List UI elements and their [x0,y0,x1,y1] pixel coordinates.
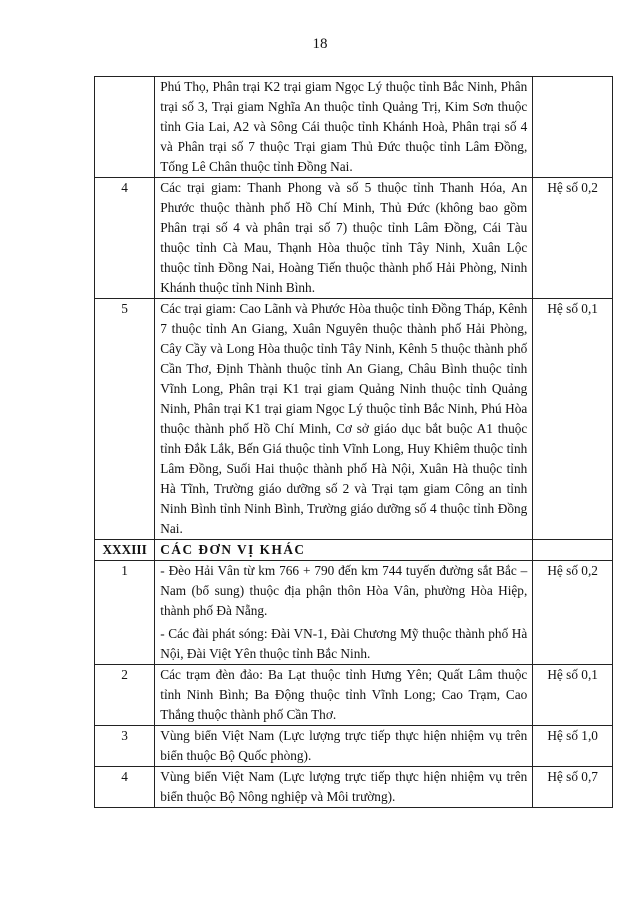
row-coefficient: Hệ số 0,1 [533,299,613,540]
table-row [95,77,613,178]
row-coefficient: Hệ số 0,7 [533,767,613,808]
section-coefficient-empty [533,540,613,561]
section-header-row [95,540,613,561]
row-paragraph: Các trạm đèn đảo: Ba Lạt thuộc tỉnh Hưng Yên; Quất Lâm thuộc tỉnh Ninh Bình; Ba Động thuộc tỉnh Vĩnh Long; Cao Trạm, Cao Thắng thuộc thành phố Cần Thơ. [160,667,528,722]
row-paragraph: - Đèo Hải Vân từ km 766 + 790 đến km 744 tuyến đường sắt Bắc – Nam (bổ sung) thuộc địa phận thôn Hòa Vân, phường Hòa Hiệp, thành phố Đà Nẵng. [160,563,528,618]
row-number: 4 [95,178,155,299]
row-content [155,77,533,178]
row-paragraph: Phú Thọ, Phân trại K2 trại giam Ngọc Lý thuộc tỉnh Bắc Ninh, Phân trại số 3, Trại giam Nghĩa An thuộc tỉnh Quảng Trị, Kim Sơn thuộc tỉnh Gia Lai, A2 và Sông Cái thuộc tỉnh Khánh Hoà, Phân trại số 4 và Phân trại số 7 thuộc Trại giam Thủ Đức thuộc tỉnh Lâm Đồng, Tống Lê Chân thuộc tỉnh Đồng Nai. [160,79,528,174]
row-coefficient [533,77,613,178]
row-number: 3 [95,726,155,767]
page-number: 18 [312,36,328,52]
section-number: XXXIII [95,540,155,561]
row-content [155,299,533,540]
table-row [95,299,613,540]
table-row [95,178,613,299]
table-row [95,665,613,726]
row-coefficient: Hệ số 1,0 [533,726,613,767]
table-row [95,561,613,665]
row-coefficient: Hệ số 0,2 [533,178,613,299]
row-coefficient: Hệ số 0,1 [533,665,613,726]
row-paragraph: Vùng biển Việt Nam (Lực lượng trực tiếp thực hiện nhiệm vụ trên biển thuộc Bộ Nông nghiệp và Môi trường). [160,769,528,804]
row-number: 5 [95,299,155,540]
row-paragraph: Vùng biển Việt Nam (Lực lượng trực tiếp thực hiện nhiệm vụ trên biển thuộc Bộ Quốc phòng). [160,728,528,763]
row-content [155,178,533,299]
row-content [155,726,533,767]
allowance-table [94,76,613,808]
table-row [95,726,613,767]
row-content [155,767,533,808]
row-paragraph: Các trại giam: Cao Lãnh và Phước Hòa thuộc tỉnh Đồng Tháp, Kênh 7 thuộc tỉnh An Giang, Xuân Nguyên thuộc thành phố Hải Phòng, Cây Cầy và Long Hòa thuộc tỉnh Tây Ninh, Kênh 5 thuộc thành phố Cần Thơ, Định Thành thuộc tỉnh An Giang, Châu Bình thuộc tỉnh Vĩnh Long, Phân trại K1 trại giam Quảng Ninh thuộc tỉnh Quảng Ninh, Phân trại K1 trại giam Ngọc Lý thuộc tỉnh Bắc Ninh, Phú Hòa thuộc thành phố Hồ Chí Minh, Cơ sở giáo dục bắt buộc A1 thuộc tỉnh Đắk Lắk, Bến Giá thuộc tỉnh Vĩnh Long, Huy Khiêm thuộc tỉnh Lâm Đồng, Suối Hai thuộc thành phố Hà Nội, Xuân Hà thuộc tỉnh Hà Tĩnh, Trường giáo dưỡng số 2 và Trại tạm giam Công an tỉnh Ninh Bình tỉnh Ninh Bình, Trường giáo dưỡng số 4 thuộc tỉnh Đồng Nai. [160,301,528,536]
section-title: CÁC ĐƠN VỊ KHÁC [155,540,533,561]
row-coefficient: Hệ số 0,2 [533,561,613,665]
row-content [155,665,533,726]
row-number: 1 [95,561,155,665]
row-number: 4 [95,767,155,808]
row-paragraph: Các trại giam: Thanh Phong và số 5 thuộc tỉnh Thanh Hóa, An Phước thuộc thành phố Hồ Chí Minh, Thủ Đức (không bao gồm Phân trại số 4 và phân trại số 7) thuộc tỉnh Lâm Đồng, Cái Tàu thuộc tỉnh Cà Mau, Thạnh Hòa thuộc tỉnh Tây Ninh, Xuân Lộc thuộc tỉnh Đồng Nai, Hoàng Tiến thuộc thành phố Hải Phòng, Ninh Khánh thuộc tỉnh Ninh Bình. [160,180,528,295]
table-row [95,767,613,808]
row-content [155,561,533,665]
row-number: 2 [95,665,155,726]
row-paragraph: - Các đài phát sóng: Đài VN-1, Đài Chương Mỹ thuộc thành phố Hà Nội, Đài Việt Yên thuộc tỉnh Bắc Ninh. [160,626,528,661]
row-number [95,77,155,178]
